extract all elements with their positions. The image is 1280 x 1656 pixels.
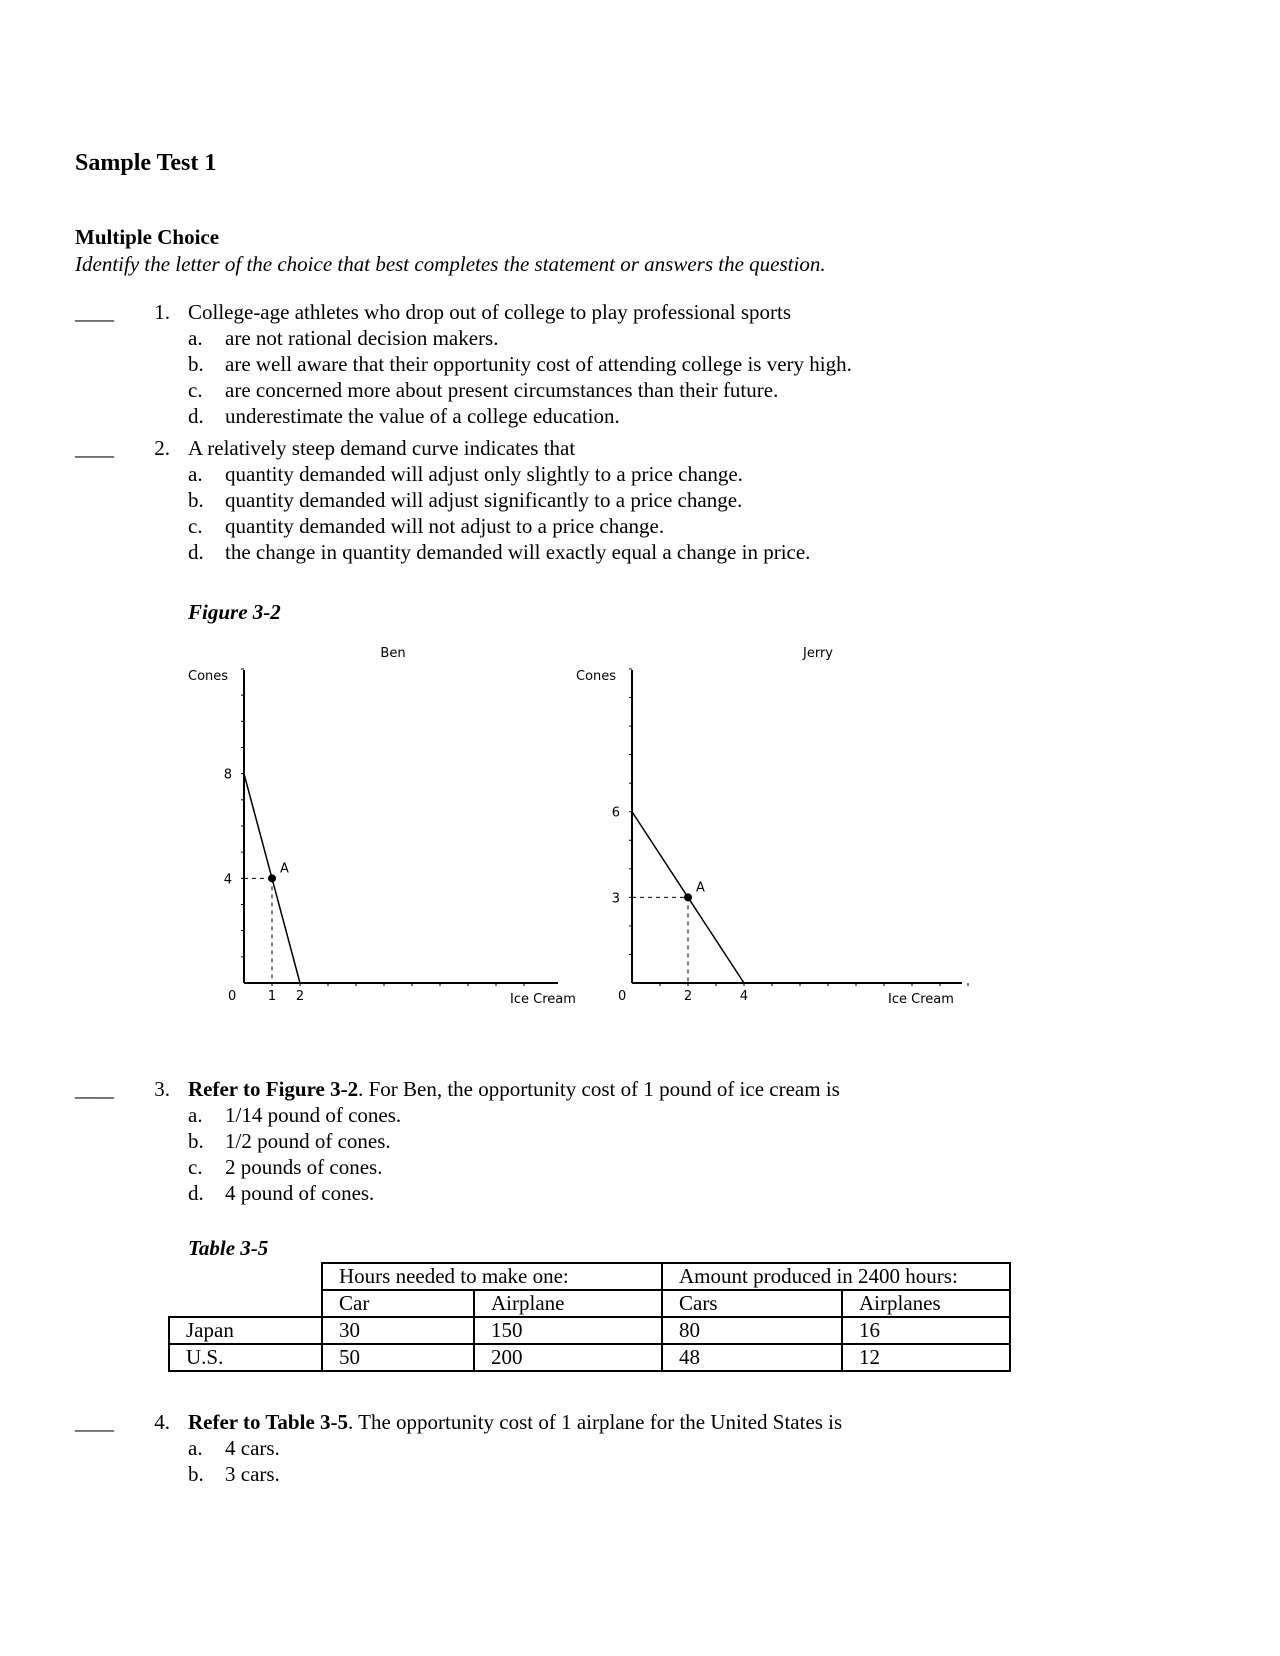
chart-title: Ben	[380, 646, 406, 661]
option-letter: d.	[188, 1181, 204, 1205]
option-letter: b.	[188, 352, 204, 376]
table-cell: 12	[842, 1344, 1010, 1371]
option-text: the change in quantity demanded will exactly equal a change in price.	[225, 540, 811, 564]
question-body: . The opportunity cost of 1 airplane for the United States is	[348, 1410, 843, 1434]
chart-title: Jerry	[803, 646, 833, 661]
answer-blank[interactable]: ____	[75, 1077, 113, 1101]
option-letter: b.	[188, 1462, 204, 1486]
table-corner	[169, 1290, 322, 1317]
point-label: A	[280, 861, 289, 877]
point-a	[268, 874, 276, 882]
table-3-5	[168, 1262, 1011, 1372]
option-text: are not rational decision makers.	[225, 326, 499, 350]
option-text: 3 cars.	[225, 1462, 280, 1486]
option-letter: a.	[188, 462, 203, 486]
option-letter: a.	[188, 1103, 203, 1127]
table-header-row	[169, 1263, 1010, 1290]
option-letter: b.	[188, 1129, 204, 1153]
y-axis-label: Cones	[188, 669, 229, 684]
table-cell: 48	[662, 1344, 842, 1371]
origin-label: 0	[618, 989, 627, 1004]
x-axis-label: Ice Cream	[888, 992, 954, 1007]
figure-caption: Figure 3-2	[188, 600, 281, 624]
option-text: are well aware that their opportunity cost of attending college is very high.	[225, 352, 852, 376]
column-header: Car	[322, 1290, 474, 1317]
question-text	[188, 1410, 842, 1435]
x-tick-label: 4	[739, 989, 749, 1004]
table-cell: 200	[474, 1344, 662, 1371]
x-tick-label: 2	[683, 989, 693, 1004]
ben-chart	[188, 646, 576, 1007]
option-letter: d.	[188, 404, 204, 428]
table-row	[169, 1317, 1010, 1344]
table-subheader-row	[169, 1290, 1010, 1317]
table-caption: Table 3-5	[188, 1236, 269, 1260]
option-text: 1/14 pound of cones.	[225, 1103, 402, 1127]
table-corner	[169, 1263, 322, 1290]
x-tick-label: 2	[295, 989, 305, 1004]
y-tick-label: 6	[611, 805, 620, 821]
y-tick-label: 8	[223, 767, 232, 783]
option-letter: b.	[188, 488, 204, 512]
question-text: A relatively steep demand curve indicates that	[188, 436, 576, 460]
point-label: A	[696, 880, 705, 896]
row-header: U.S.	[169, 1344, 322, 1371]
option-text: 2 pounds of cones.	[225, 1155, 383, 1179]
answer-blank[interactable]: ____	[75, 436, 113, 460]
option-text: 1/2 pound of cones.	[225, 1129, 391, 1153]
column-group-header: Amount produced in 2400 hours:	[662, 1263, 1010, 1290]
table-cell: 80	[662, 1317, 842, 1344]
table-cell: 50	[322, 1344, 474, 1371]
option-letter: a.	[188, 326, 203, 350]
option-letter: c.	[188, 1155, 203, 1179]
option-text: 4 pound of cones.	[225, 1181, 375, 1205]
option-letter: a.	[188, 1436, 203, 1460]
column-header: Airplane	[474, 1290, 662, 1317]
x-tick-label: 1	[267, 989, 277, 1004]
option-text: underestimate the value of a college education.	[225, 404, 620, 428]
column-header: Cars	[662, 1290, 842, 1317]
table-cell: 16	[842, 1317, 1010, 1344]
point-a	[684, 893, 692, 901]
option-letter: c.	[188, 378, 203, 402]
question-number: 4.	[154, 1410, 170, 1434]
option-letter: c.	[188, 514, 203, 538]
option-text: quantity demanded will not adjust to a price change.	[225, 514, 665, 538]
question-reference: Refer to Figure 3-2	[188, 1077, 359, 1101]
option-text: 4 cars.	[225, 1436, 280, 1460]
option-letter: d.	[188, 540, 204, 564]
option-text: are concerned more about present circumstances than their future.	[225, 378, 779, 402]
instructions: Identify the letter of the choice that best completes the statement or answers the question.	[75, 252, 826, 276]
table-cell: 150	[474, 1317, 662, 1344]
answer-blank[interactable]: ____	[75, 1410, 113, 1434]
table-row	[169, 1344, 1010, 1371]
question-text: College-age athletes who drop out of college to play professional sports	[188, 300, 792, 324]
row-header: Japan	[169, 1317, 322, 1344]
section-heading: Multiple Choice	[75, 225, 220, 249]
answer-blank[interactable]: ____	[75, 300, 113, 324]
table-cell: 30	[322, 1317, 474, 1344]
question-number: 2.	[154, 436, 170, 460]
option-text: quantity demanded will adjust significantly to a price change.	[225, 488, 743, 512]
question-body: . For Ben, the opportunity cost of 1 pound of ice cream is	[358, 1077, 840, 1101]
question-number: 1.	[154, 300, 170, 324]
question-text	[188, 1077, 840, 1102]
option-text: quantity demanded will adjust only slightly to a price change.	[225, 462, 743, 486]
column-header: Airplanes	[842, 1290, 1010, 1317]
page-title: Sample Test 1	[75, 150, 217, 176]
origin-label: 0	[228, 989, 237, 1004]
x-axis-label: Ice Cream	[510, 992, 576, 1007]
y-axis-label: Cones	[576, 669, 617, 684]
question-reference: Refer to Table 3-5	[188, 1410, 349, 1434]
y-tick-label: 3	[611, 891, 620, 907]
y-tick-label: 4	[223, 872, 232, 888]
column-group-header: Hours needed to make one:	[322, 1263, 662, 1290]
question-number: 3.	[154, 1077, 170, 1101]
jerry-chart	[576, 646, 968, 1007]
